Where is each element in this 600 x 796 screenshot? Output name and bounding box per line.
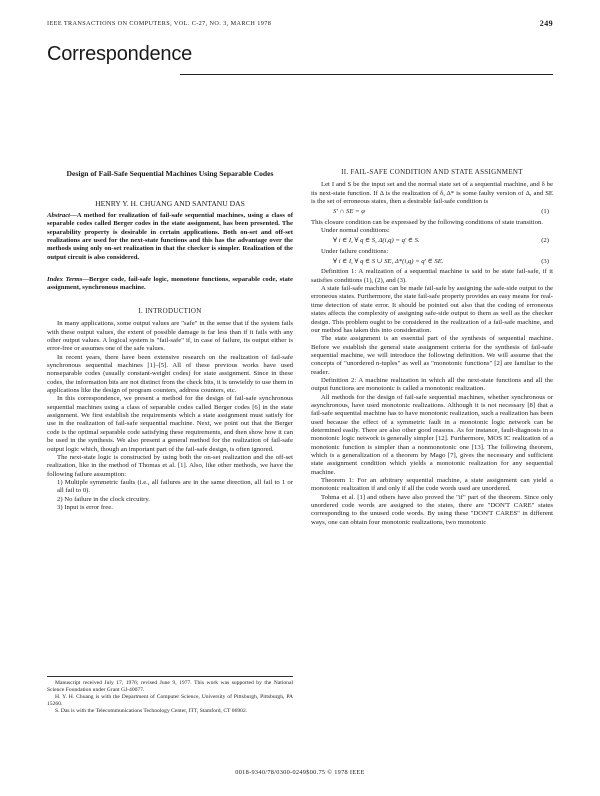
index-terms xyxy=(47,276,293,293)
section-rule xyxy=(180,74,553,75)
running-header xyxy=(47,20,553,32)
copyright-footer: 0018-9340/78/0300-0249$00.75 © 1978 IEEE xyxy=(235,769,365,776)
footnote: S. Das is with the Telecommunications Technology Center, ITT, Stamford, CT 06902. xyxy=(55,708,248,714)
index-terms-label: Index Terms xyxy=(47,276,83,283)
equation-text: ∀ i ∈ I, ∀ q ∈ S ∪ SE, Δ*(i,q) = q′ ∈ SE. xyxy=(333,258,444,266)
paragraph: Under normal conditions: xyxy=(321,227,390,235)
footnote: H. Y. H. Chuang is with the Department of Computer Science, University of Pittsburgh, Pittsburgh, PA 15260. xyxy=(47,694,293,707)
paragraph: A state fail-safe machine can be made fail-safe by assigning the safe-side output to the erroneous states. Furthermore, the state fail-safe property provides an easy means for real-time detection of state error. It should be pointed out also that the coding of erroneous states affects the complexity of assigning safe-side output to them as well as the checker design. This problem ought to be considered in the realization of a fail-safe machine, and our method has taken this into consideration. xyxy=(311,285,553,334)
paragraph: Tohma et al. [1] and others have also proved the "if" part of the theorem. Since only unordered code words are assigned to the states, there are "DON'T CARE" states corresponding to the unused code words. By using these "DON'T CARES" in different ways, one can obtain four monotonic realizations, two monotonic xyxy=(311,493,553,526)
section2-heading: II. FAIL-SAFE CONDITION AND STATE ASSIGNMENT xyxy=(341,168,523,176)
left-column xyxy=(47,307,293,512)
paragraph: This closure condition can be expressed by the following conditions of state transition. xyxy=(311,218,543,226)
definition-2: Definition 2: A machine realization in which all the next-state functions and all the output functions are monotonic is called a monotonic realization. xyxy=(311,376,553,393)
footnotes xyxy=(47,676,293,715)
equation-text: S′ ∩ SE = φ xyxy=(333,208,365,216)
paragraph: In this correspondence, we present a method for the design of fail-safe synchronous sequential machines using a class of separable codes called Berger codes [6] in the state assignment. We first establish the requirements which a state assignment must satisfy for use in the realization of fail-safe sequential machine. Next, we point out that the Berger code is the optimal separable code satisfying these requirements, and then show how it can be used in the synthesis. We also present a general method for the realization of fail-safe output logic which, though an important part of the fail-safe design, is often ignored. xyxy=(47,395,293,453)
abstract-text: —A method for realization of fail-safe sequential machines, using a class of separable codes called Berger codes in the state assignment, has been presented. The separability property is desirable in certain applications. Both on-set and off-set realizations are used for the next-state functions and this has the advantage over the methods using only on-set realization in that the checker is simpler. Realization of the output circuit is also considered. xyxy=(47,212,293,261)
paragraph: Let I and S be the input set and the normal state set of a sequential machine, and δ be its next-state function. If Δ is the realization of δ, Δ* is some faulty version of Δ, and SE is the set of erroneous states, then a desirable fail-safe condition is xyxy=(311,181,553,206)
abstract-label: Abstract xyxy=(47,212,71,219)
paragraph: The next-state logic is constructed by using both the on-set realization and the off-set realization, like in the method of Thomas et al. [1]. Also, like other methods, we have the following failure assumption: xyxy=(47,453,293,478)
equation-1 xyxy=(311,208,553,216)
equation-2 xyxy=(311,237,553,245)
right-column xyxy=(311,168,553,527)
paper-authors: HENRY Y. H. CHUANG AND SANTANU DAS xyxy=(95,199,245,208)
page-number: 249 xyxy=(539,19,553,28)
paragraph: All methods for the design of fail-safe sequential machines, whether synchronous or asynchronous, have used monotonic realizations. Although it is not necessary [8] that a fail-safe sequential machine has to have monotonic realization, such a realization has been used because the effect of a symmetric fault in a monotonic logic network can be determined easily. There are also other good reasons. As for instance, fault-diagnosis in a monotonic logic network is generally simpler [12]. Furthermore, MOS IC realization of a monotonic function is simpler than a nonmonotonic one [13]. The following theorem, which is a generalization of a theorem by Mago [7], gives the necessary and sufficient state assignment condition which yields a monotonic realization for any sequential machine. xyxy=(311,393,553,476)
list-item: 1) Multiple symmetric faults (i.e., all failures are in the same direction, all fail to 1 or all fail to 0). xyxy=(57,478,293,495)
definition-1: Definition 1: A realization of a sequential machine is said to be state fail-safe, if it satisfies conditions (1), (2), and (3). xyxy=(311,268,553,284)
paragraph: In many applications, some output values are "safe" in the sense that if the system fails with these output values, the extent of possible damage is far less than if it fails with any other output values. A logical system is "fail-safe" if, in case of failure, its output either is error-free or assumes one of the safe values. xyxy=(47,320,293,353)
list-item: 2) No failure in the clock circuitry. xyxy=(57,495,150,503)
section-title: Correspondence xyxy=(47,43,193,65)
equation-text: ∀ i ∈ I, ∀ q ∈ S, Δ(i,q) = q′ ∈ S. xyxy=(333,237,420,245)
abstract xyxy=(47,212,293,262)
equation-number: (3) xyxy=(541,258,549,266)
footnote: Manuscript received July 17, 1976; revised June 9, 1977. This work was supported by the National Science Foundation under Grant GJ-40077. xyxy=(47,680,293,693)
index-terms-text: —Berger code, fail-safe logic, monotone functions, separable code, state assignment, synchronous machine. xyxy=(47,276,294,292)
paragraph: Under failure conditions: xyxy=(321,247,389,255)
list-item: 3) Input is error free. xyxy=(57,503,113,511)
equation-number: (1) xyxy=(541,208,549,216)
paragraph: In recent years, there have been extensive research on the realization of fail-safe synchronous sequential machines [1]–[5]. All of these previous works have used nonseparable codes (usually constant-weight codes) for state assignment. Since in these codes, the information bits are not distinct from the check bits, it is unwieldy to use them in applications like the design of program counters, address counters, etc. xyxy=(47,353,293,395)
intro-heading: I. INTRODUCTION xyxy=(138,307,202,315)
equation-3 xyxy=(311,258,553,266)
paragraph: The state assignment is an essential part of the synthesis of sequential machine. Before we establish the general state assignment criteria for the synthesis of fail-safe sequential machine, we will introduce the following definition. We will assume that the concepts of "unordered n-tuples" as well as "monotonic functions" [2] are familiar to the reader. xyxy=(311,335,553,376)
equation-number: (2) xyxy=(541,237,549,245)
paper-title: Design of Fail-Safe Sequential Machines Using Separable Codes xyxy=(66,169,274,178)
theorem-1: Theorem 1: For an arbitrary sequential machine, a state assignment can yield a monotonic realization if and only if all the code words used are unordered. xyxy=(311,477,553,493)
journal-header: IEEE TRANSACTIONS ON COMPUTERS, VOL. C-27, NO. 3, MARCH 1978 xyxy=(47,20,272,27)
